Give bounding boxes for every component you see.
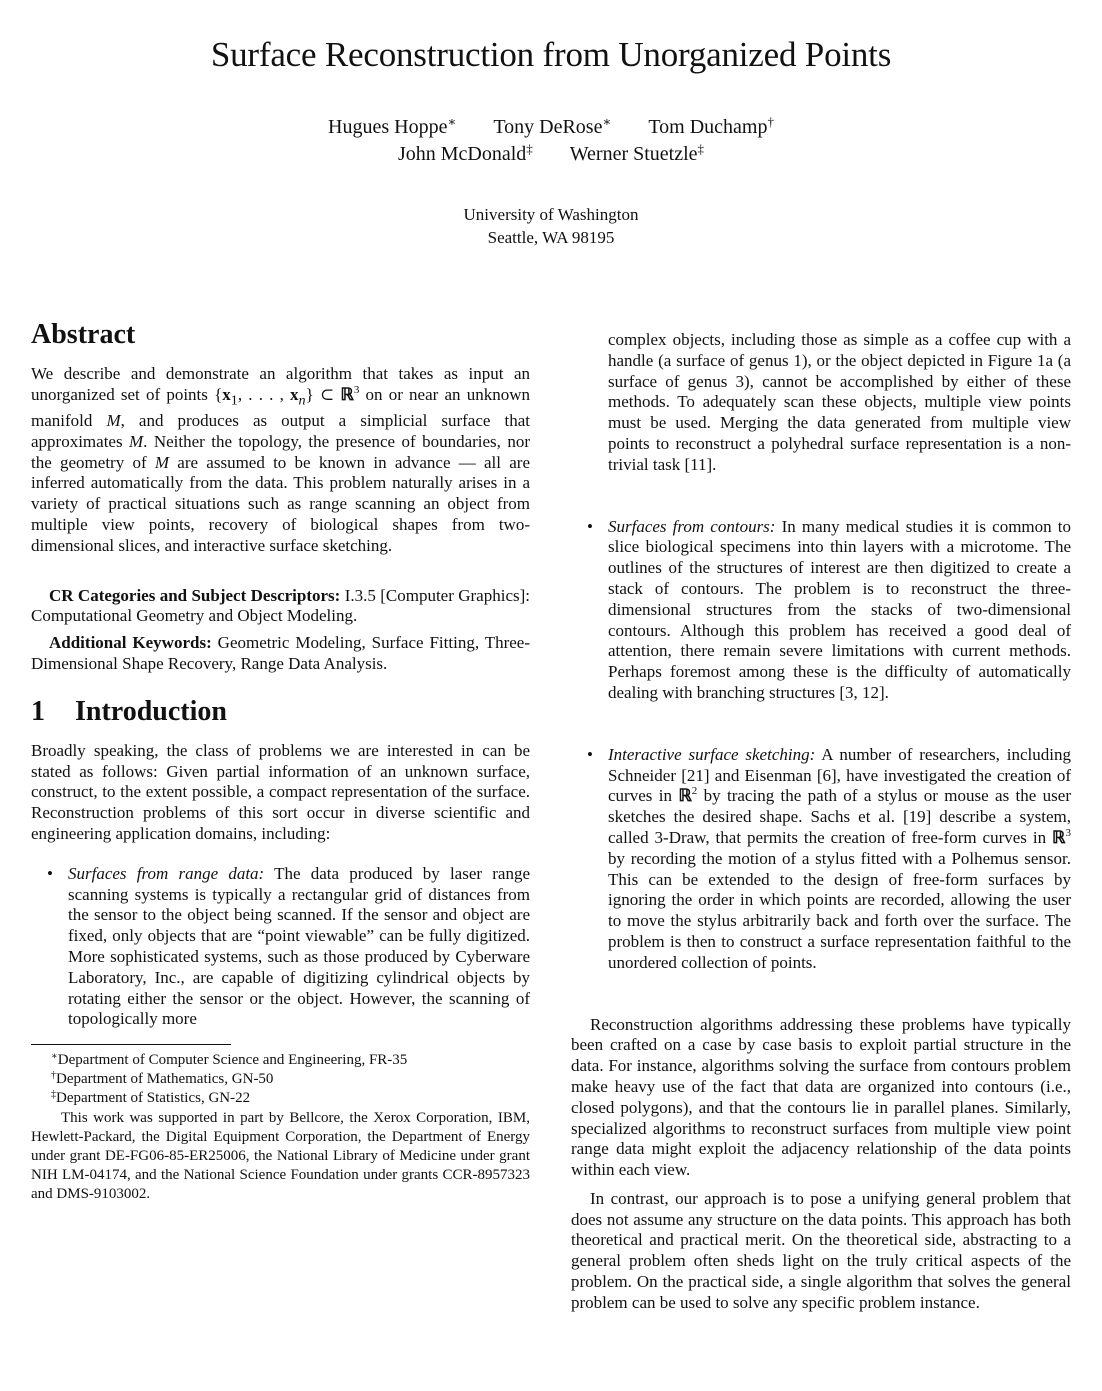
author-duchamp [648, 114, 774, 141]
math-sup: 3 [1065, 826, 1071, 839]
footnotes [31, 1051, 530, 1205]
author-mcdonald [398, 141, 533, 168]
section-number: 1 [31, 695, 45, 727]
author-list [0, 114, 1102, 168]
footnote-text: Department of Mathematics, GN-50 [56, 1071, 274, 1088]
author-mark: ‡ [697, 141, 705, 156]
abstract-text: are assumed to be known in advance — all are inferred automatically from the data. This problem naturally arises in a variety of practical situations such as range scanning an object from multiple view points, recovery of biological shapes from two-dimensional slices, and interactive surface sketching. [31, 452, 530, 555]
footnote-text: Department of Computer Science and Engineering, FR-35 [57, 1052, 408, 1068]
footnote-text: Department of Statistics, GN-22 [56, 1090, 251, 1107]
intro-paragraph-1: Broadly speaking, the class of problems we are interested in can be stated as follows: Given partial information of an unknown surface, construct, to the extent possible, a compact representation of the surface. Reconstruction problems of this sort occur in diverse scientific and engineering application domains, including: [31, 740, 530, 843]
math-reals: ℝ [1052, 827, 1066, 847]
affiliation-university: University of Washington [463, 205, 639, 224]
abstract-heading: Abstract [31, 319, 136, 350]
abstract-text: on or near an unknown manifold [31, 384, 531, 430]
math-subset: } ⊂ [305, 384, 341, 404]
bullet-sketching [571, 745, 1071, 974]
author-name: John McDonald [397, 143, 527, 165]
bullet-marker: • [587, 744, 593, 764]
abstract-paragraph [31, 364, 530, 557]
left-column [31, 318, 530, 1030]
bullet-text: A number of researchers, including Schneider [21] and Eisenman [6], have investigated the creation of curves in [608, 744, 1071, 806]
math-reals: ℝ [340, 384, 354, 404]
math-x: x [222, 384, 231, 404]
footnote-mark: ∗ [51, 1051, 58, 1062]
keywords-text: Geometric Modeling, Surface Fitting, Three-Dimensional Shape Recovery, Range Data Analysis. [31, 633, 530, 673]
affiliation-address: Seattle, WA 98195 [487, 228, 615, 247]
math-sup: 2 [691, 785, 698, 798]
author-row-2 [0, 141, 1102, 168]
math-x: x [290, 384, 299, 404]
math-sub: n [298, 392, 306, 409]
author-derose [493, 114, 611, 141]
math-m: M [129, 431, 144, 451]
intro-paragraph-2: Reconstruction algorithms addressing these problems have typically been crafted on a case by case basis to exploit partial structure in the data. For instance, algorithms solving the surface from contours problem make heavy use of the fact that data are organized into contours (i.e., closed polygons), and that the contours lie in parallel planes. Similarly, specialized algorithms to reconstruct surfaces from multiple view point range data might exploit the adjacency relationship of the data points within each view. [571, 1014, 1071, 1180]
abstract-text: , and produces as output a simplicial surface that approximates [31, 410, 530, 451]
author-name: Hugues Hoppe [328, 116, 448, 138]
abstract-text: . Neither the topology, the presence of boundaries, nor the geometry of [31, 431, 530, 472]
footnote-3 [31, 1089, 530, 1108]
bullet-text: by tracing the path of a stylus or mouse as the user sketches the desired shape. Sachs et al. [19] describe a system, called 3-Draw, that permits the creation of free-form curves in [608, 786, 1071, 847]
keywords-label: Additional Keywords: [49, 633, 212, 653]
affiliation [0, 203, 1102, 249]
author-stuetzle [570, 141, 704, 168]
math-m: M [154, 452, 170, 472]
bullet-text: In many medical studies it is common to slice biological specimens into thin layers with a microtome. The outlines of the structures of interest are then digitized to create a stack of contours. The problem is to reconstruct the three-dimensional structures from the stacks of two-dimensional contours. Although this problem has received a good deal of attention, there remain severe limitations with current methods. Perhaps foremost among these is the difficulty of automatically dealing with branching structures [3, 12]. [608, 516, 1071, 702]
math-sup: 3 [353, 383, 360, 396]
author-hoppe [328, 114, 456, 141]
bullet-range-data [31, 864, 530, 1030]
intro-heading [31, 695, 530, 729]
author-mark: ‡ [526, 141, 533, 156]
bullet-text: The data produced by laser range scanning systems is typically a rectangular grid of distances from the sensor to the object being scanned. If the sensor and object are fixed, only objects that are “point viewable” can be fully digitized. More sophisticated systems, such as those produced by Cyberware Laboratory, Inc., are capable of digitizing cylindrical objects by rotating either the sensor or the object. However, the scanning of topologically more [68, 863, 531, 1029]
author-name: Tom Duchamp [648, 116, 768, 138]
bullet-contours [571, 517, 1071, 704]
author-mark: ∗ [602, 114, 612, 129]
additional-keywords [31, 633, 530, 675]
footnote-mark: ‡ [51, 1089, 56, 1101]
footnote-mark: † [51, 1070, 56, 1082]
footnote-1 [31, 1051, 530, 1070]
author-name: Werner Stuetzle [569, 143, 698, 165]
author-row-1 [0, 114, 1102, 141]
math-brace: { [214, 384, 223, 404]
bullet-text: by recording the motion of a stylus fitted with a Polhemus sensor. This can be extended to the design of free-form surfaces by ignoring the order in which points are recorded, allowing the user to move the stylus arbitrarily back and forth over the surface. The problem is then to construct a surface representation faithful to the unordered collection of points. [608, 848, 1071, 972]
bullet-label: Surfaces from contours: [608, 516, 776, 536]
intro-paragraph-3: In contrast, our approach is to pose a unifying general problem that does not assume any structure on the data points. This approach has both theoretical and practical merit. On the theoretical side, abstracting to a general problem often sheds light on the truly critical aspects of the problem. On the practical side, a single algorithm that solves the general problem can be used to solve any specific problem instance. [571, 1188, 1071, 1312]
cr-categories [31, 586, 530, 628]
bullet-label: Surfaces from range data: [68, 863, 265, 883]
keywords-block [31, 586, 530, 675]
cr-text: I.3.5 [Computer Graphics]: Computational Geometry and Object Modeling. [31, 585, 530, 626]
bullet-label: Interactive surface sketching: [608, 744, 816, 764]
bullet-marker: • [587, 516, 593, 536]
bullet-range-data-continued: complex objects, including those as simple as a coffee cup with a handle (a surface of genus 1), or the object depicted in Figure 1a (a surface of genus 3), cannot be accomplished by either of these methods. To adequately scan these objects, multiple view points must be used. Merging the data generated from multiple view points to reconstruct a polyhedral surface representation is a non-trivial task [11]. [608, 330, 1071, 474]
math-ellipsis: , . . . , [237, 384, 291, 404]
author-mark: ∗ [447, 114, 457, 129]
abstract-text: We describe and demonstrate an algorithm that takes as input an unorganized set of points [31, 364, 530, 404]
author-name: Tony DeRose [493, 116, 603, 138]
math-sub: 1 [230, 392, 238, 409]
footnote-2 [31, 1070, 530, 1089]
right-column [571, 330, 1071, 1314]
bullet-marker: • [47, 863, 53, 883]
math-m: M [106, 410, 121, 430]
cr-label: CR Categories and Subject Descriptors: [49, 585, 341, 605]
author-mark: † [767, 114, 774, 129]
point-set-formula [214, 383, 360, 409]
section-title: Introduction [75, 695, 227, 727]
paper-title: Surface Reconstruction from Unorganized Points [210, 35, 892, 74]
math-reals: ℝ [678, 786, 692, 806]
footnote-rule [31, 1044, 231, 1045]
funding-note: This work was supported in part by Bellcore, the Xerox Corporation, IBM, Hewlett-Packard, the Digital Equipment Corporation, the Department of Energy under grant DE-FG06-85-ER25006, the National Library of Medicine under grant NIH LM-04174, and the National Science Foundation under grants CCR-8957323 and DMS-9103002. [31, 1109, 530, 1203]
